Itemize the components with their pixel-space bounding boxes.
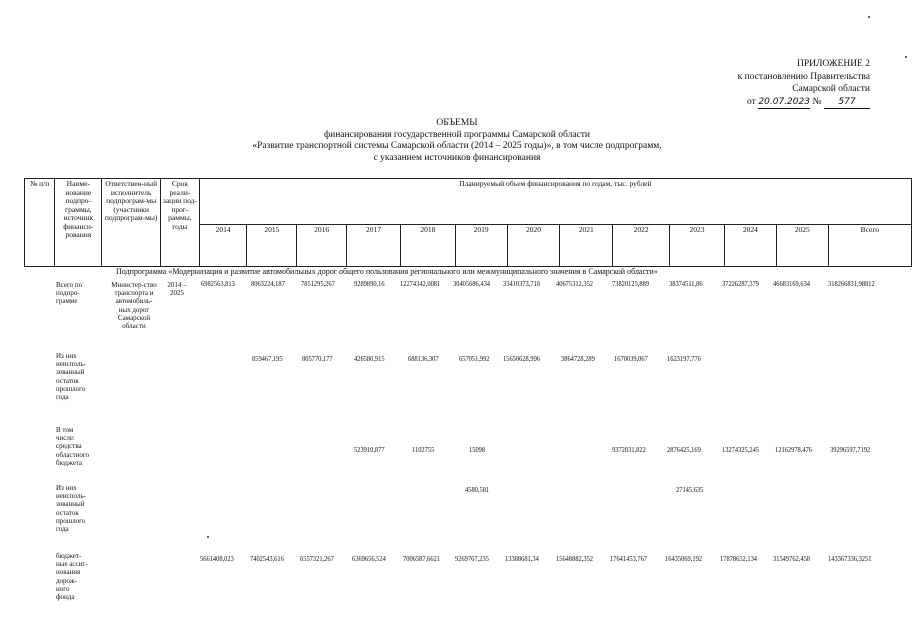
header-year: 2022 (613, 225, 670, 267)
appendix-number: 577 (824, 96, 870, 110)
scan-speck (905, 56, 907, 58)
row-label-unused-remainder-2: Из них неисполь- зованный остаток прошлого года (56, 484, 86, 534)
header-year: 2019 (455, 225, 507, 267)
document-title (0, 118, 914, 164)
value-cell: 37226287,379 (722, 280, 760, 288)
value-cell: 16435069,192 (665, 555, 703, 563)
financing-table-header (24, 178, 912, 267)
value-cell: 15650628,996 (503, 355, 541, 363)
value-cell: 15098 (469, 446, 486, 454)
value-cell: 318266831,98812 (828, 280, 875, 288)
value-cell: 859467,195 (252, 355, 283, 363)
value-cell: 73820125,889 (612, 280, 650, 288)
value-cell: 17878652,134 (720, 555, 758, 563)
appendix-no-label: № (812, 96, 822, 107)
value-cell: 1623197,776 (667, 355, 701, 363)
header-year: 2023 (670, 225, 725, 267)
header-name: Наиме-нование подпро-граммы, источник финанси-рования (55, 179, 102, 267)
row-label-regional-budget: В том числе: средства областного бюджета (56, 426, 90, 467)
title-line-3: «Развитие транспортной системы Самарской области (2014 – 2025 годы)», в том числе подпрограмм, (252, 141, 662, 151)
value-cell: 657051,992 (459, 355, 490, 363)
appendix-line-1: ПРИЛОЖЕНИЕ 2 (796, 59, 870, 69)
value-cell: 6557321,267 (300, 555, 334, 563)
value-cell: 15648882,352 (556, 555, 594, 563)
value-cell: 5661408,023 (200, 555, 234, 563)
appendix-line-3: Самарской области (792, 84, 870, 94)
header-year: 2015 (247, 225, 297, 267)
header-year: 2018 (400, 225, 455, 267)
row-label-road-fund: бюджет- ные ассиг- нования дорож- ного фонда (56, 552, 88, 602)
value-cell: 17641453,767 (610, 555, 648, 563)
value-cell: 38374511,86 (669, 280, 703, 288)
value-cell: 39296597,7192 (830, 446, 871, 454)
value-cell: 1670039,067 (614, 355, 648, 363)
title-line-4: с указанием источников финансирования (373, 152, 541, 163)
header-year: 2016 (297, 225, 347, 267)
header-planned: Планируемый объем финансирования по годам, тыс. рублей (199, 179, 911, 225)
value-cell: 9289890,16 (354, 280, 385, 288)
value-cell: 7851295,267 (301, 280, 335, 288)
row-term: 2014 – 2025 (167, 281, 187, 298)
header-year: 2020 (507, 225, 560, 267)
value-cell: 40675312,352 (556, 280, 594, 288)
subprogram-title: Подпрограмма «Модернизация и развитие автомобильных дорог общего пользования регионального или межмуниципального значения в Самарской области» (116, 267, 658, 276)
value-cell: 7006587,6621 (403, 555, 441, 563)
value-cell: 143367336,3251 (828, 555, 872, 563)
header-year: 2021 (560, 225, 613, 267)
value-cell: 2876425,169 (667, 446, 701, 454)
header-year: 2017 (347, 225, 401, 267)
value-cell: 12162978,476 (775, 446, 813, 454)
row-label-unused-remainder: Из них неисполь- зованный остаток прошлого года (56, 352, 86, 402)
value-cell: 7402543,616 (250, 555, 284, 563)
appendix-from-label: от (747, 96, 756, 107)
value-cell: 27145,635 (676, 486, 704, 494)
value-cell: 6982563,813 (201, 280, 235, 288)
value-cell: 9269767,235 (455, 555, 489, 563)
title-line-2: финансирования государственной программы Самарской области (323, 129, 590, 140)
value-cell: 33410373,718 (503, 280, 541, 288)
value-cell: 9372831,822 (612, 446, 646, 454)
header-total: Всего (828, 225, 911, 267)
value-cell: 31549762,458 (773, 555, 811, 563)
header-year: 2024 (724, 225, 776, 267)
header-executor: Ответствен-ный исполнитель подпрограм-мы (участники подпрограм-мы) (102, 179, 161, 267)
value-cell: 46683169,634 (773, 280, 811, 288)
header-year: 2025 (776, 225, 828, 267)
value-cell: 3864728,289 (561, 355, 595, 363)
title-line-1: ОБЪЕМЫ (436, 118, 478, 128)
value-cell: 426580,915 (354, 355, 385, 363)
value-cell: 13388681,34 (505, 555, 539, 563)
appendix-line-2: к постановлению Правительства (737, 71, 870, 82)
row-executor: Министер-ство транспорта и автомобиль-ных дорог Самарской области (111, 281, 157, 331)
value-cell: 4580,581 (465, 486, 490, 494)
scan-speck (207, 536, 209, 538)
value-cell: 6369656,524 (352, 555, 386, 563)
value-cell: 688136,307 (408, 355, 439, 363)
value-cell: 12274342,0081 (400, 280, 441, 288)
appendix-date: 20.07.2023 (758, 96, 810, 110)
row-label-total: Всего по подпро- грамме (56, 281, 83, 306)
value-cell: 8063224,187 (251, 280, 285, 288)
header-term: Срок реали-зации под-прог-раммы, годы (161, 179, 200, 267)
value-cell: 805770,177 (302, 355, 333, 363)
appendix-date-line (670, 96, 870, 110)
value-cell: 13274325,245 (722, 446, 760, 454)
value-cell: 1102755 (412, 446, 435, 454)
header-num: № п/п (25, 179, 55, 267)
value-cell: 30405686,434 (453, 280, 491, 288)
value-cell: 523910,877 (354, 446, 385, 454)
header-year: 2014 (199, 225, 247, 267)
scan-speck (868, 16, 870, 18)
appendix-block (670, 58, 870, 109)
